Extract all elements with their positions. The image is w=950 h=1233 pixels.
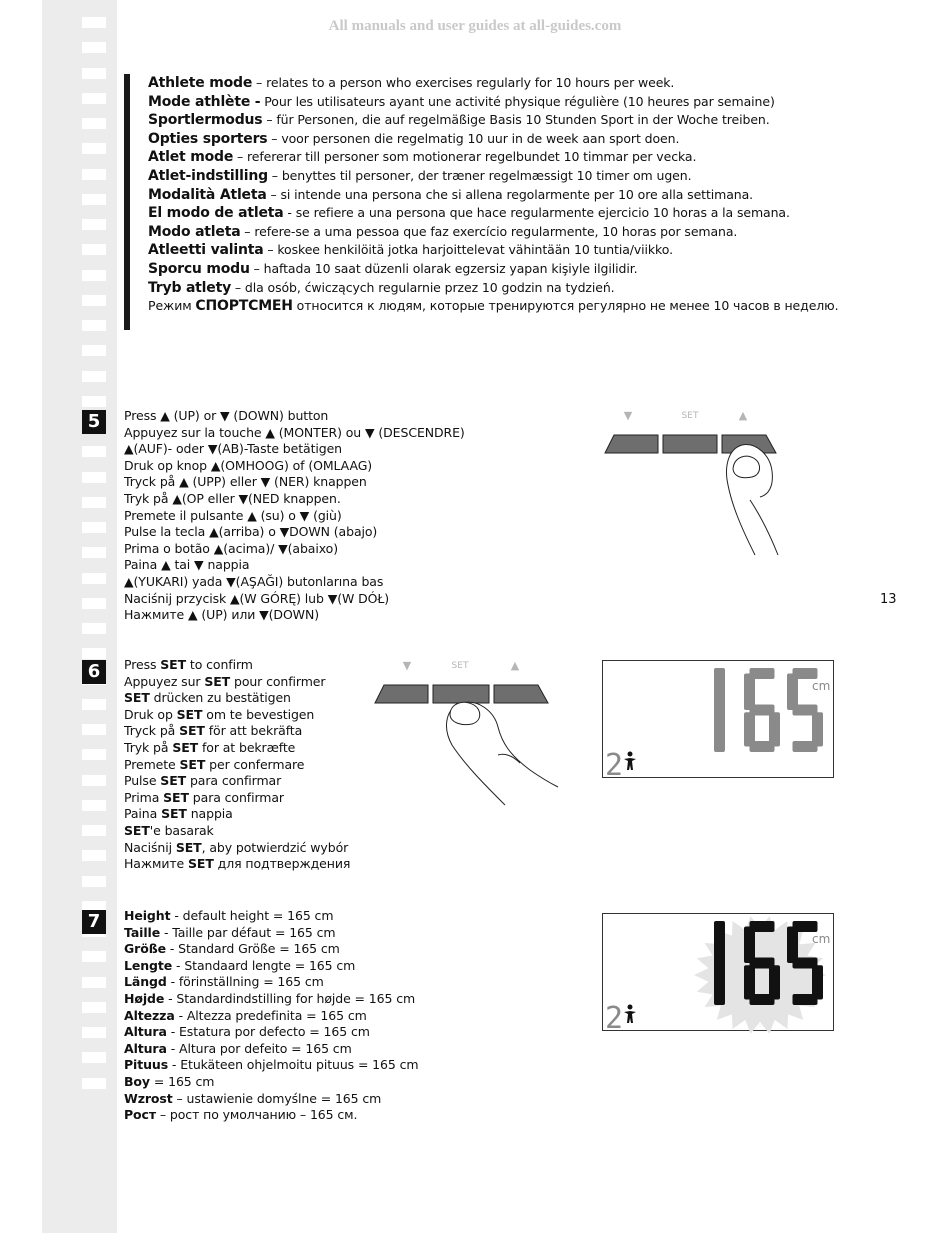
margin-tick [82, 396, 106, 407]
margin-tick [82, 68, 106, 79]
margin-tick [82, 951, 106, 962]
athlete-mode-line: Atlet-indstilling – benyttes til personer, der træner regelmæssigt 10 timer om ugen. [148, 167, 692, 184]
athlete-mode-line: Tryb atlety – dla osób, ćwiczących regularnie przez 10 godzin na tydzień. [148, 279, 615, 296]
down-button[interactable] [605, 435, 658, 453]
athlete-mode-line: Atlet mode – refererar till personer som motionerar regelbundet 10 timmar per vecka. [148, 149, 697, 166]
keypad-set-illustration [370, 655, 560, 815]
margin-tick [82, 194, 106, 205]
finger-icon [727, 445, 778, 555]
instruction-line: Нажмите ▲ (UP) или ▼(DOWN) [124, 607, 319, 623]
step-7-number: 7 [82, 910, 106, 934]
athlete-mode-line: El modo de atleta - se refiere a una persona que hace regularmente ejercicio 10 horas a la semana. [148, 205, 790, 222]
instruction-line: Premete SET per confermare [124, 756, 305, 772]
margin-tick [82, 371, 106, 382]
margin-tick [82, 724, 106, 735]
athlete-mode-line: Режим СПОРТСМЕН относится к людям, которые тренируются регулярно не менее 10 часов в неделю. [148, 298, 839, 315]
page-margin-strip [42, 0, 117, 1233]
instruction-line: Premete il pulsante ▲ (su) o ▼ (giù) [124, 507, 342, 523]
instruction-line: Tryck på ▲ (UPP) eller ▼ (NER) knappen [124, 474, 367, 490]
margin-tick [82, 1002, 106, 1013]
margin-tick [82, 977, 106, 988]
margin-tick [82, 648, 106, 659]
lcd-display-dim [602, 660, 834, 783]
step-6-number: 6 [82, 660, 106, 684]
margin-tick [82, 497, 106, 508]
instruction-line: ▲(AUF)- oder ▼(AB)-Taste betätigen [124, 441, 342, 457]
margin-tick [82, 775, 106, 786]
set-button[interactable] [663, 435, 717, 453]
athlete-mode-line: Opties sporters – voor personen die regelmatig 10 uur in de week aan sport doen. [148, 130, 680, 147]
athlete-mode-line: Sporcu modu – haftada 10 saat düzenli olarak egzersiz yapan kişiyle ilgilidir. [148, 260, 638, 277]
finger-icon [447, 702, 558, 805]
athlete-mode-line: Atleetti valinta – koskee henkilöitä jotka harjoittelevat vähintään 10 tuntia/viikko. [148, 242, 673, 259]
step-5-number: 5 [82, 410, 106, 434]
step-6-instructions [124, 657, 350, 873]
margin-tick [82, 876, 106, 887]
margin-tick [82, 93, 106, 104]
athlete-mode-line: Athlete mode – relates to a person who exercises regularly for 10 hours per week. [148, 75, 675, 91]
margin-tick [82, 169, 106, 180]
instruction-line: Pulse SET para confirmar [124, 773, 282, 789]
instruction-line: Press SET to confirm [124, 657, 253, 672]
instruction-line: Druk op SET om te bevestigen [124, 706, 315, 722]
athlete-mode-line: Modo atleta – refere-se a uma pessoa que faz exercício regularmente, 10 horas por semana. [148, 223, 738, 240]
margin-tick [82, 446, 106, 457]
page-number: 13 [880, 592, 897, 607]
instruction-line: Tryk på SET for at bekræfte [124, 739, 296, 755]
instruction-line: Рост – рост по умолчанию – 165 см. [124, 1107, 358, 1123]
instruction-line: Taille - Taille par défaut = 165 cm [124, 924, 336, 940]
instruction-line: SET drücken zu bestätigen [124, 690, 291, 706]
instruction-line: Prima o botão ▲(acima)/ ▼(abaixo) [124, 540, 338, 556]
margin-tick [82, 270, 106, 281]
set-button[interactable] [433, 685, 489, 703]
margin-tick [82, 42, 106, 53]
set-label: SET [681, 411, 699, 421]
margin-tick [82, 219, 106, 230]
margin-tick [82, 320, 106, 331]
up-arrow-icon: ▲ [738, 409, 748, 422]
margin-tick [82, 1027, 106, 1038]
instruction-line: Нажмите SET для подтверждения [124, 856, 351, 872]
user-number: 2 [605, 748, 624, 783]
margin-tick [82, 699, 106, 710]
unit-label: cm [812, 679, 831, 693]
athlete-mode-lines [148, 74, 838, 316]
up-arrow-icon: ▲ [510, 659, 520, 672]
instruction-line: Tryk på ▲(OP eller ▼(NED knappen. [124, 490, 341, 506]
up-button[interactable] [494, 685, 548, 703]
athlete-mode-block [124, 74, 839, 330]
margin-tick [82, 1052, 106, 1063]
step-7-instructions [124, 908, 418, 1124]
keypad-up-illustration [600, 405, 790, 565]
margin-tick [82, 472, 106, 483]
lcd-digit [714, 668, 725, 752]
instruction-line: Prima SET para confirmar [124, 789, 284, 805]
margin-tick [82, 573, 106, 584]
instruction-line: Paina ▲ tai ▼ nappia [124, 557, 250, 573]
instruction-line: Druk op knop ▲(OMHOOG) of (OMLAAG) [124, 457, 373, 473]
instruction-line: Paina SET nappia [124, 806, 233, 822]
athlete-mode-line: Modalità Atleta – si intende una persona che si allena regolarmente per 10 ore alla settimana. [148, 186, 754, 203]
athlete-mode-line: Mode athlète - Pour les utilisateurs ayant une activité physique régulière (10 heures par semaine) [148, 93, 775, 110]
margin-tick [82, 800, 106, 811]
athlete-mode-line: Sportlermodus – für Personen, die auf regelmäßige Basis 10 Stunden Sport in der Woche treiben. [148, 112, 770, 129]
margin-tick [82, 244, 106, 255]
margin-tick [82, 547, 106, 558]
instruction-line: Naciśnij przycisk ▲(W GÓRĘ) lub ▼(W DÓŁ) [124, 590, 390, 606]
instruction-line: Højde - Standardindstilling for højde = 165 cm [124, 990, 416, 1006]
down-arrow-icon: ▼ [402, 659, 412, 672]
instruction-line: Altura - Altura por defeito = 165 cm [124, 1040, 352, 1056]
instruction-line: Pituus - Etukäteen ohjelmoitu pituus = 165 cm [124, 1057, 419, 1073]
margin-tick [82, 345, 106, 356]
margin-tick [82, 1078, 106, 1089]
lcd-digit [714, 921, 725, 1005]
margin-tick [82, 825, 106, 836]
lcd-display-blinking [602, 913, 834, 1036]
instruction-line: ▲(YUKARI) yada ▼(AŞAĞI) butonlarına bas [124, 573, 384, 589]
margin-tick [82, 623, 106, 634]
margin-tick [82, 522, 106, 533]
instruction-line: Press ▲ (UP) or ▼ (DOWN) button [124, 408, 329, 423]
margin-tick [82, 118, 106, 129]
unit-label: cm [812, 932, 831, 946]
step-5-instructions [124, 408, 465, 624]
instruction-line: Längd - förinställning = 165 cm [124, 974, 324, 990]
down-arrow-icon: ▼ [623, 409, 633, 422]
instruction-line: Wzrost – ustawienie domyślne = 165 cm [124, 1090, 382, 1106]
watermark: All manuals and user guides at all-guides.com [328, 18, 622, 34]
instruction-line: Appuyez sur la touche ▲ (MONTER) ou ▼ (DESCENDRE) [124, 424, 465, 440]
set-label: SET [451, 661, 469, 671]
margin-tick [82, 598, 106, 609]
margin-tick [82, 143, 106, 154]
instruction-line: Height - default height = 165 cm [124, 908, 334, 923]
margin-tick [82, 749, 106, 760]
margin-tick [82, 295, 106, 306]
user-number: 2 [605, 1001, 624, 1036]
instruction-line: Lengte - Standaard lengte = 165 cm [124, 957, 356, 973]
instruction-line: SET'e basarak [124, 822, 214, 838]
instruction-line: Größe - Standard Größe = 165 cm [124, 941, 340, 957]
instruction-line: Tryck på SET för att bekräfta [124, 723, 303, 739]
instruction-line: Naciśnij SET, aby potwierdzić wybór [124, 839, 349, 855]
instruction-line: Pulse la tecla ▲(arriba) o ▼DOWN (abajo) [124, 524, 378, 540]
instruction-line: Appuyez sur SET pour confirmer [124, 673, 326, 689]
instruction-line: Altura - Estatura por defecto = 165 cm [124, 1024, 370, 1040]
margin-tick [82, 850, 106, 861]
down-button[interactable] [375, 685, 428, 703]
instruction-line: Altezza - Altezza predefinita = 165 cm [124, 1007, 367, 1023]
instruction-line: Boy = 165 cm [124, 1073, 215, 1089]
